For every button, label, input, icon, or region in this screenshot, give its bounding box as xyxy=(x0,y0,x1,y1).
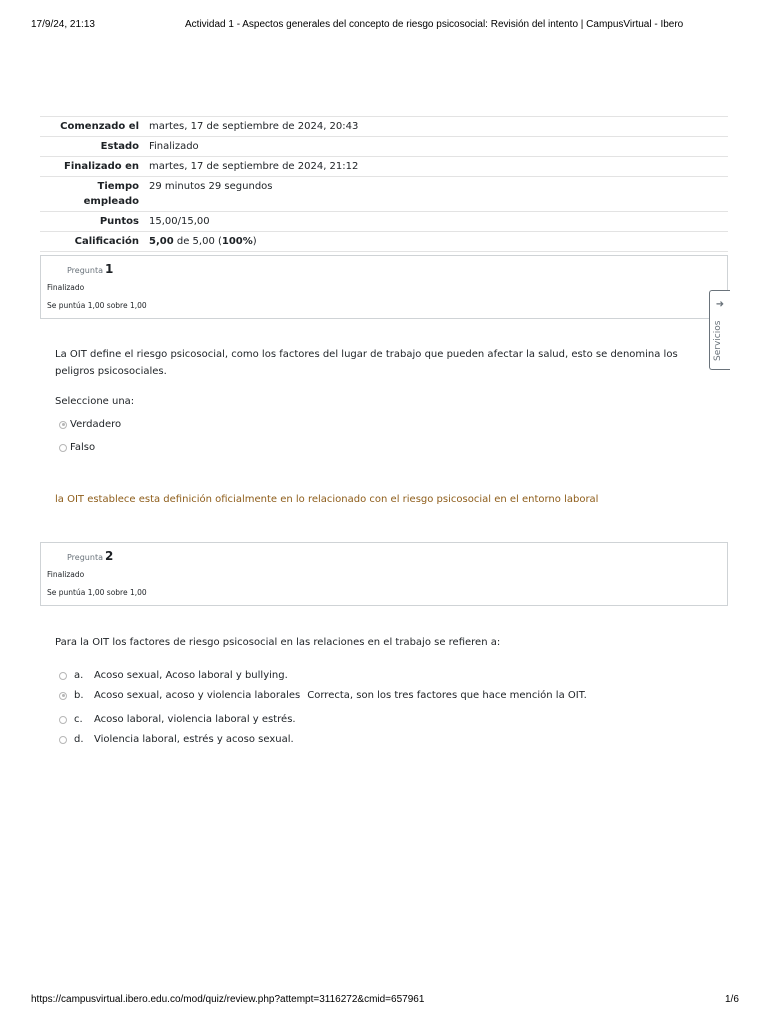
print-page-title: Actividad 1 - Aspectos generales del concepto de riesgo psicosocial: Revisión del intento | CampusVirtual - Ibero xyxy=(185,19,684,30)
question-number xyxy=(67,549,113,563)
answer-letter: c. xyxy=(74,714,83,725)
grade-percent: 100% xyxy=(221,236,253,247)
question-number-value: 2 xyxy=(104,549,114,563)
question-info-1 xyxy=(40,255,728,319)
summary-row xyxy=(40,137,728,157)
answer-letter: b. xyxy=(74,690,84,701)
radio-icon[interactable] xyxy=(59,444,67,452)
summary-label: Calificación xyxy=(40,232,145,252)
question-state: Finalizado xyxy=(47,283,85,292)
answer-option[interactable] xyxy=(59,442,95,453)
answer-option[interactable] xyxy=(59,419,121,430)
grade-max: de 5,00 ( xyxy=(173,236,222,247)
radio-checked-icon[interactable] xyxy=(59,692,67,700)
question-number-value: 1 xyxy=(104,262,114,276)
radio-icon[interactable] xyxy=(59,716,67,724)
summary-label: Estado xyxy=(40,137,145,157)
question-grade: Se puntúa 1,00 sobre 1,00 xyxy=(47,301,147,310)
summary-row xyxy=(40,117,728,137)
answer-option[interactable] xyxy=(59,734,294,745)
radio-checked-icon[interactable] xyxy=(59,421,67,429)
print-timestamp: 17/9/24, 21:13 xyxy=(31,19,95,30)
grade-value xyxy=(145,232,728,252)
answer-label: Verdadero xyxy=(70,419,122,430)
summary-value: martes, 17 de septiembre de 2024, 20:43 xyxy=(145,117,728,137)
answer-option[interactable] xyxy=(59,690,587,701)
summary-value: martes, 17 de septiembre de 2024, 21:12 xyxy=(145,157,728,177)
summary-row xyxy=(40,157,728,177)
summary-label: Comenzado el xyxy=(40,117,145,137)
print-page-number: 1/6 xyxy=(725,994,739,1005)
attempt-summary-table xyxy=(40,116,728,252)
summary-row xyxy=(40,232,728,252)
services-label: Servicios xyxy=(713,320,723,361)
question-info-2 xyxy=(40,542,728,606)
radio-icon[interactable] xyxy=(59,736,67,744)
question-prompt: Seleccione una: xyxy=(55,396,135,407)
summary-label: Tiempo empleado xyxy=(40,177,145,212)
question-text: Para la OIT los factores de riesgo psicosocial en las relaciones en el trabajo se refieren a: xyxy=(55,637,501,648)
answer-letter: a. xyxy=(74,670,84,681)
answer-label: Falso xyxy=(70,442,96,453)
summary-value: Finalizado xyxy=(145,137,728,157)
grade-close: ) xyxy=(252,236,257,247)
answer-label: Acoso sexual, acoso y violencia laborales xyxy=(94,690,301,701)
summary-row xyxy=(40,177,728,212)
answer-option[interactable] xyxy=(59,670,288,681)
question-grade: Se puntúa 1,00 sobre 1,00 xyxy=(47,588,147,597)
question-state: Finalizado xyxy=(47,570,85,579)
grade-score: 5,00 xyxy=(149,236,174,247)
answer-option[interactable] xyxy=(59,714,296,725)
answer-label: Acoso laboral, violencia laboral y estrés. xyxy=(94,714,296,725)
question-number xyxy=(67,262,113,276)
question-prefix: Pregunta xyxy=(67,553,103,562)
summary-row xyxy=(40,212,728,232)
answer-label: Violencia laboral, estrés y acoso sexual. xyxy=(94,734,294,745)
question-text: La OIT define el riesgo psicosocial, como los factores del lugar de trabajo que pueden afectar la salud, esto se denomina los peligros psicosociales. xyxy=(55,349,678,377)
summary-label: Finalizado en xyxy=(40,157,145,177)
services-drawer-toggle[interactable] xyxy=(709,290,730,370)
radio-icon[interactable] xyxy=(59,672,67,680)
answer-label: Acoso sexual, Acoso laboral y bullying. xyxy=(94,670,288,681)
question-feedback: la OIT establece esta definición oficialmente en lo relacionado con el riesgo psicosocial en el entorno laboral xyxy=(55,494,599,505)
question-prefix: Pregunta xyxy=(67,266,103,275)
print-url: https://campusvirtual.ibero.edu.co/mod/quiz/review.php?attempt=3116272&cmid=657961 xyxy=(31,994,425,1005)
summary-label: Puntos xyxy=(40,212,145,232)
summary-value: 15,00/15,00 xyxy=(145,212,728,232)
summary-value: 29 minutos 29 segundos xyxy=(145,177,728,212)
answer-feedback: Correcta, son los tres factores que hace mención la OIT. xyxy=(307,690,587,701)
arrow-right-icon: ➜ xyxy=(715,299,725,310)
answer-letter: d. xyxy=(74,734,84,745)
